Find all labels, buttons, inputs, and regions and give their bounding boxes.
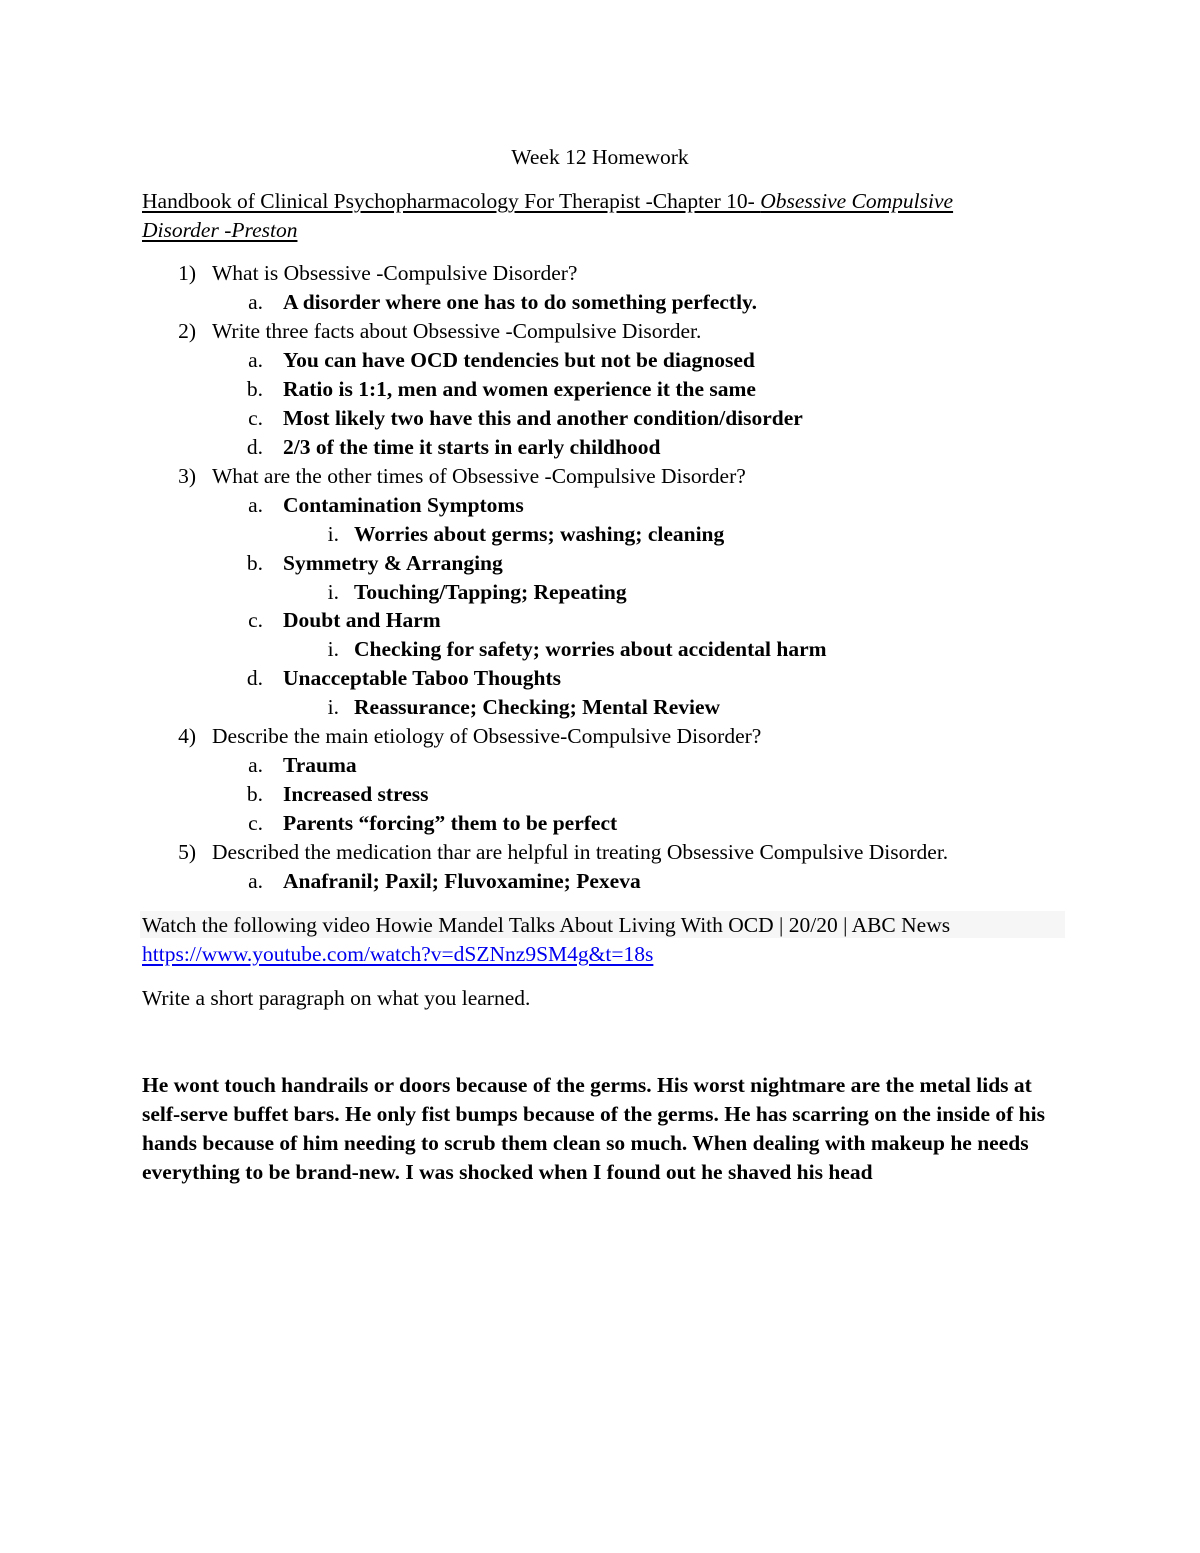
source-prefix: Handbook of Clinical Psychopharmacology For Therapist -Chapter 10- (142, 189, 761, 213)
answer-text: Trauma (283, 753, 357, 777)
response-paragraph: He wont touch handrails or doors because of the germs. His worst nightmare are the metal lids at self-serve buffet bars. He only fist bumps because of the germs. He has scarring on the inside of his hands because of him needing to scrub them clean so much. When dealing with makeup he needs everything to be brand-new. I was shocked when I found out he shaved his head (142, 1073, 1045, 1184)
answer-text: Unacceptable Taboo Thoughts (283, 666, 561, 690)
answer-letter: d. (246, 435, 263, 459)
sub-answer-text: Reassurance; Checking; Mental Review (354, 695, 721, 719)
question-text: Described the medication thar are helpful in treating Obsessive Compulsive Disorder. (212, 840, 949, 864)
question-number: 5) (178, 840, 196, 864)
answer-text: Increased stress (283, 782, 429, 806)
video-link[interactable]: https://www.youtube.com/watch?v=dSZNnz9SM4g&t=18s (142, 942, 654, 966)
answer-letter: c. (248, 811, 263, 835)
answer-letter: b. (246, 377, 263, 401)
answer-text: Symmetry & Arranging (283, 551, 503, 575)
writing-prompt: Write a short paragraph on what you learned. (142, 986, 531, 1010)
sub-answer-text: Worries about germs; washing; cleaning (354, 522, 725, 546)
question-text: Describe the main etiology of Obsessive-Compulsive Disorder? (212, 724, 762, 748)
video-instruction: Watch the following video Howie Mandel Talks About Living With OCD | 20/20 | ABC News (142, 913, 951, 937)
question-number: 4) (178, 724, 196, 748)
answer-letter: a. (248, 290, 263, 314)
source-italic-author: Disorder -Preston (142, 218, 298, 242)
answer-letter: a. (248, 753, 263, 777)
answer-text: 2/3 of the time it starts in early childhood (283, 435, 661, 459)
answer-letter: b. (246, 782, 263, 806)
source-italic-title: Obsessive Compulsive (760, 189, 954, 213)
sub-answer-numeral: i. (327, 637, 339, 661)
answer-letter: a. (248, 348, 263, 372)
answer-letter: d. (246, 666, 263, 690)
sub-answer-numeral: i. (327, 580, 339, 604)
source-citation-line-2 (142, 216, 297, 244)
answer-letter: a. (248, 493, 263, 517)
answer-text: Parents “forcing” them to be perfect (283, 811, 618, 835)
source-citation-line-1 (142, 187, 953, 215)
answer-text: Anafranil; Paxil; Fluvoxamine; Pexeva (283, 869, 641, 893)
answer-letter: c. (248, 406, 263, 430)
question-number: 1) (178, 261, 196, 285)
answer-text: A disorder where one has to do something perfectly. (283, 290, 757, 314)
question-number: 2) (178, 319, 196, 343)
sub-answer-numeral: i. (327, 522, 339, 546)
answer-text: You can have OCD tendencies but not be diagnosed (283, 348, 755, 372)
sub-answer-numeral: i. (327, 695, 339, 719)
answer-letter: b. (246, 551, 263, 575)
answer-text: Doubt and Harm (283, 608, 441, 632)
answer-letter: a. (248, 869, 263, 893)
sub-answer-text: Touching/Tapping; Repeating (354, 580, 627, 604)
question-text: What are the other times of Obsessive -Compulsive Disorder? (212, 464, 746, 488)
answer-letter: c. (248, 608, 263, 632)
sub-answer-text: Checking for safety; worries about accidental harm (354, 637, 827, 661)
question-number: 3) (178, 464, 196, 488)
answer-text: Ratio is 1:1, men and women experience it the same (283, 377, 756, 401)
question-text: What is Obsessive -Compulsive Disorder? (212, 261, 578, 285)
question-text: Write three facts about Obsessive -Compulsive Disorder. (212, 319, 702, 343)
answer-text: Most likely two have this and another condition/disorder (283, 406, 803, 430)
page-title: Week 12 Homework (511, 145, 689, 169)
answer-text: Contamination Symptoms (283, 493, 524, 517)
